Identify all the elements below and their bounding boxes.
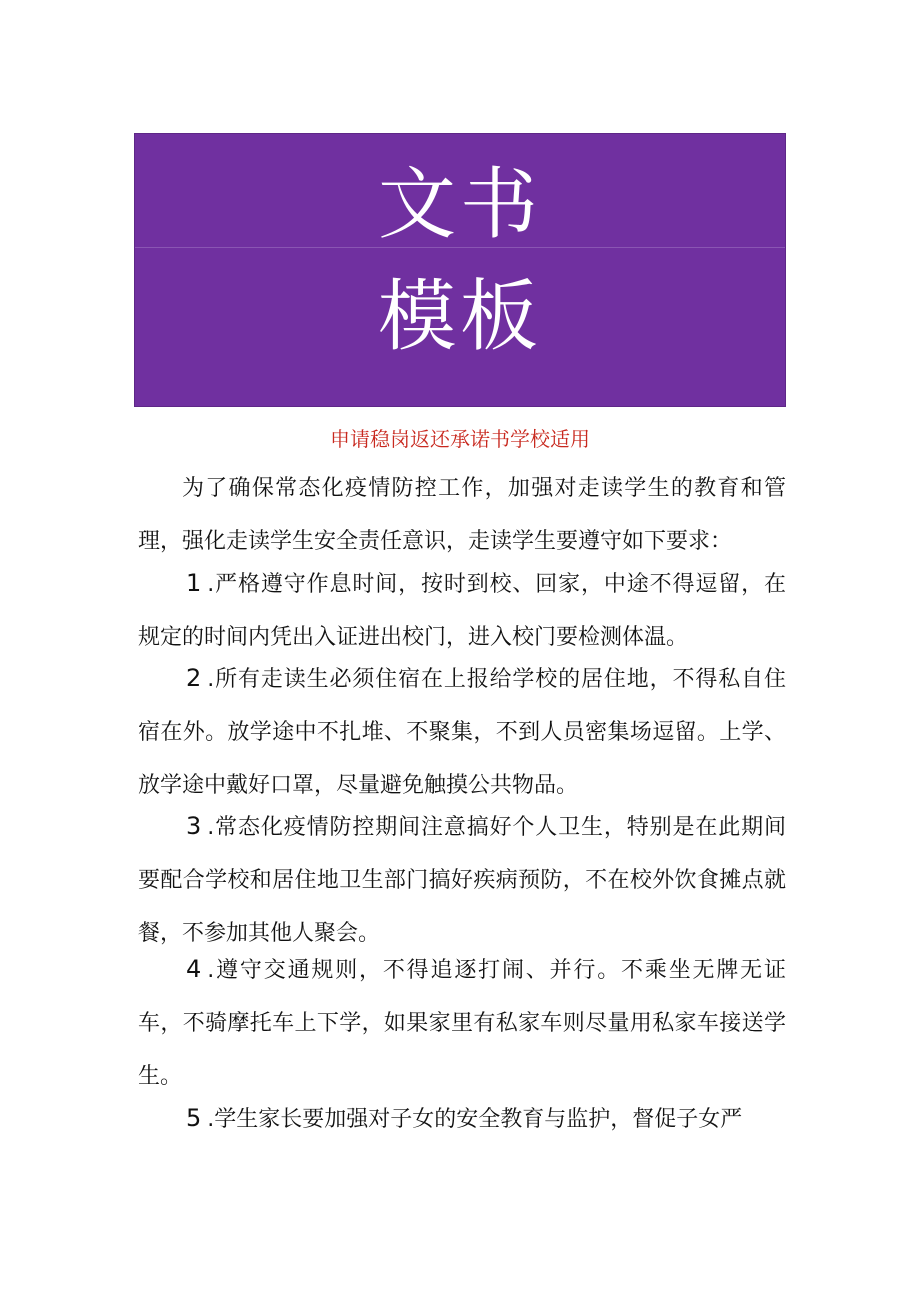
item-text: 遵守交通规则，不得追逐打闹、并行。不乘坐无牌无证车，不骑摩托车上下学，如果家里有私家车则尽量用私家车接送学生。 (138, 958, 786, 1089)
banner-title-line2: 模板 (377, 272, 542, 362)
banner-title-line1: 文书 (377, 160, 542, 250)
item-text: 严格遵守作息时间，按时到校、回家，中途不得逗留，在规定的时间内凭出入证进出校门，进入校门要检测体温。 (138, 572, 786, 650)
list-item (138, 652, 786, 812)
item-text: 常态化疫情防控期间注意搞好个人卫生，特别是在此期间要配合学校和居住地卫生部门搞好疾病预防，不在校外饮食摊点就餐，不参加其他人聚会。 (138, 815, 786, 946)
item-number: 4 (186, 955, 202, 983)
item-number: 1 (186, 569, 202, 597)
item-separator: . (207, 958, 215, 983)
item-text: 学生家长要加强对子女的安全教育与监护，督促子女严 (214, 1107, 743, 1132)
list-item (138, 1092, 786, 1146)
item-separator: . (207, 815, 215, 840)
list-item (138, 943, 786, 1103)
list-item (138, 557, 786, 664)
cover-banner (134, 133, 786, 407)
intro-paragraph: 为了确保常态化疫情防控工作，加强对走读学生的教育和管理，强化走读学生安全责任意识，走读学生要遵守如下要求： (138, 476, 786, 554)
item-text: 所有走读生必须住宿在上报给学校的居住地，不得私自住宿在外。放学途中不扎堆、不聚集，不到人员密集场逗留。上学、放学途中戴好口罩，尽量避免触摸公共物品。 (138, 667, 786, 798)
item-separator: . (207, 667, 215, 692)
item-number: 5 (186, 1104, 202, 1132)
list-item (138, 800, 786, 960)
item-number: 3 (186, 812, 202, 840)
document-title: 申请稳岗返还承诺书学校适用 (330, 427, 590, 451)
item-separator: . (207, 1107, 215, 1132)
item-number: 2 (186, 664, 202, 692)
item-separator: . (207, 572, 215, 597)
